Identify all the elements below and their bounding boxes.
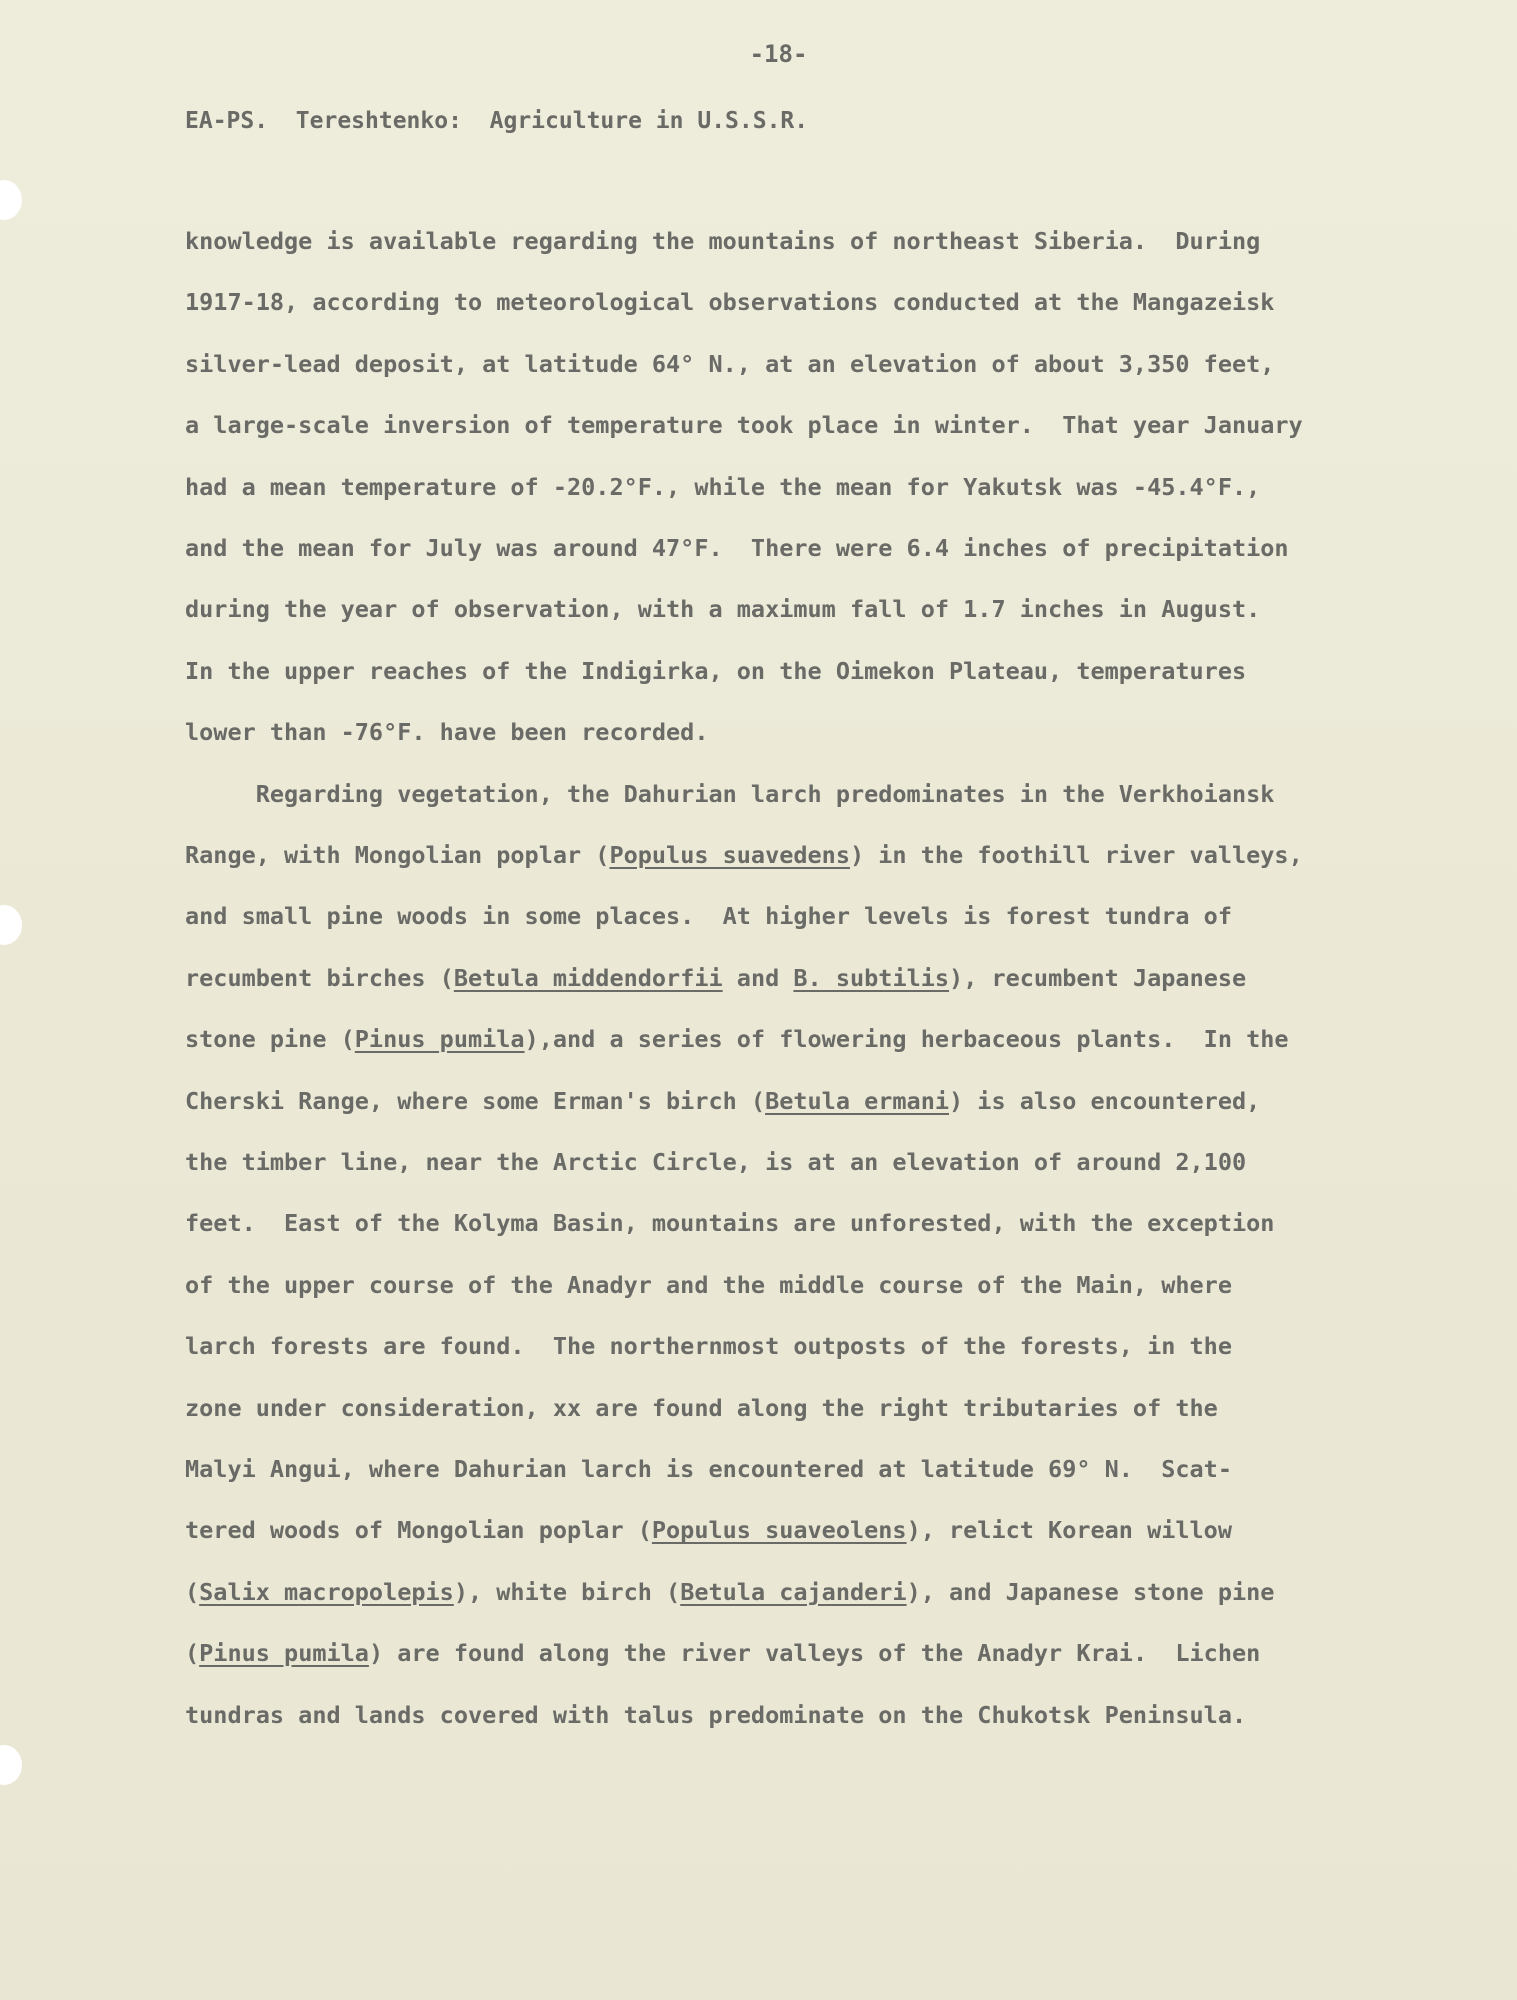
text-line — [185, 963, 1246, 993]
text-run: Cherski Range, where some Erman's birch ( — [185, 1086, 766, 1115]
text-line — [185, 1638, 1260, 1668]
underlined-species-name: Populus suaveolens — [651, 1516, 907, 1545]
text-line — [185, 1270, 1232, 1300]
text-run: Malyi Angui, where Dahurian larch is encountered at latitude 69° N. Scat- — [185, 1455, 1232, 1483]
text-line — [185, 594, 1260, 624]
text-line — [185, 1577, 1274, 1607]
text-run: and the mean for July was around 47°F. There were 6.4 inches of precipitation — [185, 534, 1289, 562]
text-run: ), white birch ( — [453, 1577, 681, 1606]
underlined-species-name: Betula middendorfii — [453, 963, 723, 992]
text-run: and — [722, 963, 794, 992]
text-line — [185, 840, 1303, 870]
text-line — [185, 1208, 1274, 1238]
text-line — [185, 1024, 1289, 1054]
text-line — [185, 1331, 1232, 1361]
text-run: ), relict Korean willow — [906, 1516, 1232, 1545]
text-line — [185, 472, 1260, 502]
text-line — [185, 349, 1274, 379]
text-run: ),and a series of flowering herbaceous plants. In the — [524, 1025, 1289, 1054]
text-line — [185, 1086, 1260, 1116]
text-run: 1917-18, according to meteorological observations conducted at the Mangazeisk — [185, 288, 1275, 317]
underlined-species-name: Pinus pumila — [199, 1639, 369, 1668]
text-run: stone pine ( — [185, 1025, 355, 1054]
text-run: ), and Japanese stone pine — [906, 1577, 1275, 1606]
punch-hole — [0, 1745, 22, 1785]
text-run: Regarding vegetation, the Dahurian larch predominates in the Verkhoiansk — [185, 779, 1275, 808]
text-run: had a mean temperature of -20.2°F., while the mean for Yakutsk was -45.4°F., — [185, 472, 1261, 501]
text-run: ( — [185, 1577, 200, 1606]
text-run: recumbent birches ( — [185, 963, 454, 992]
punch-hole — [0, 180, 22, 220]
page-number: -18- — [749, 40, 808, 68]
text-run: during the year of observation, with a maximum fall of 1.7 inches in August. — [185, 595, 1261, 624]
text-run: tered woods of Mongolian poplar ( — [185, 1516, 652, 1545]
underlined-species-name: Pinus pumila — [354, 1025, 525, 1054]
underlined-species-name: B. subtilis — [793, 963, 950, 992]
text-run: knowledge is available regarding the mountains of northeast Siberia. During — [185, 227, 1261, 255]
text-run: ) is also encountered, — [949, 1086, 1261, 1115]
text-line — [185, 226, 1260, 256]
text-run: ) in the foothill river valleys, — [849, 841, 1303, 869]
underlined-species-name: Salix macropolepis — [199, 1577, 454, 1606]
text-line — [185, 410, 1303, 440]
text-line — [185, 1515, 1232, 1545]
underlined-species-name: Populus suavedens — [609, 841, 850, 869]
text-line — [185, 1393, 1218, 1423]
text-line — [185, 717, 708, 747]
text-line — [185, 1454, 1232, 1484]
text-run: Range, with Mongolian poplar ( — [185, 841, 610, 869]
text-line — [185, 1147, 1246, 1177]
text-run: lower than -76°F. have been recorded. — [185, 718, 709, 747]
running-head: EA-PS. Tereshtenko: Agriculture in U.S.S.R. — [185, 108, 809, 134]
text-line — [185, 656, 1246, 686]
text-run: of the upper course of the Anadyr and the middle course of the Main, where — [185, 1270, 1232, 1299]
text-run: the timber line, near the Arctic Circle, is at an elevation of around 2,100 — [185, 1148, 1247, 1176]
text-run: ( — [185, 1639, 200, 1668]
text-run: and small pine woods in some places. At higher levels is forest tundra of — [185, 902, 1232, 931]
text-line — [185, 1700, 1246, 1730]
text-run: ), recumbent Japanese — [949, 963, 1247, 992]
text-run: In the upper reaches of the Indigirka, on the Oimekon Plateau, temperatures — [185, 656, 1247, 685]
punch-hole — [0, 905, 22, 945]
text-line — [185, 901, 1232, 931]
text-run: ) are found along the river valleys of the Anadyr Krai. Lichen — [368, 1639, 1261, 1668]
underlined-species-name: Betula cajanderi — [680, 1577, 907, 1606]
text-line — [185, 287, 1274, 317]
text-run: larch forests are found. The northernmost outposts of the forests, in the — [185, 1332, 1232, 1361]
text-run: tundras and lands covered with talus predominate on the Chukotsk Peninsula. — [185, 1700, 1247, 1729]
text-line — [185, 779, 1274, 809]
text-run: a large-scale inversion of temperature took place in winter. That year January — [185, 411, 1303, 440]
text-line — [185, 533, 1289, 563]
underlined-species-name: Betula ermani — [765, 1086, 950, 1115]
text-run: silver-lead deposit, at latitude 64° N., at an elevation of about 3,350 feet, — [185, 349, 1275, 378]
text-run: feet. East of the Kolyma Basin, mountains are unforested, with the exception — [185, 1209, 1275, 1238]
text-run: zone under consideration, xx are found along the right tributaries of the — [185, 1393, 1218, 1422]
